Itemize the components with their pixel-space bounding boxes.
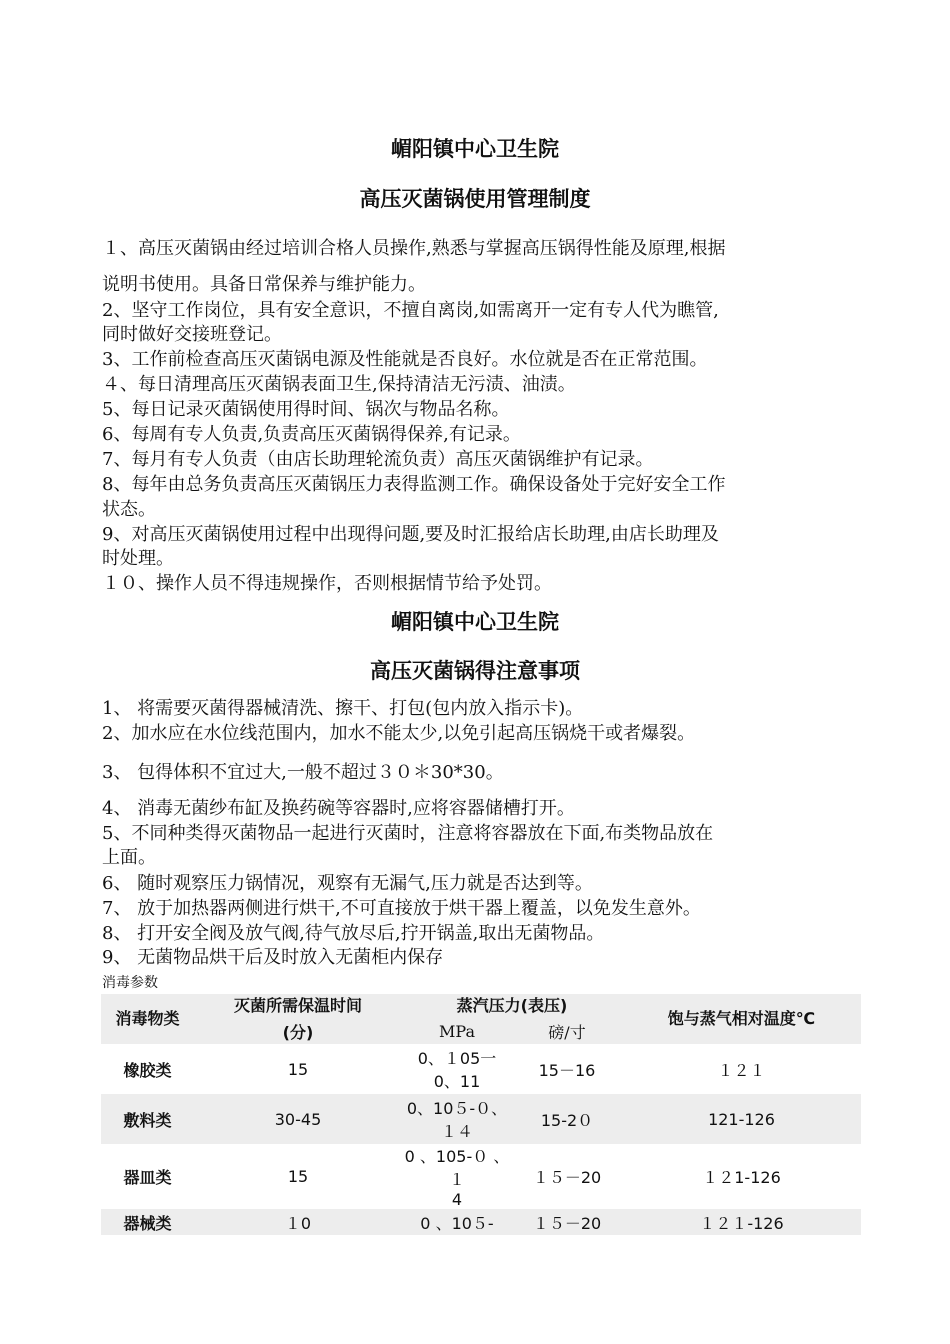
rule-line: 7、每月有专人负责（由店长助理轮流负责）高压灭菌锅维护有记录。 [102, 449, 654, 470]
hospital-title-1: 嵋阳镇中心卫生院 [391, 137, 559, 161]
rule-line: ４、每日清理高压灭菌锅表面卫生,保持清洁无污渍、油渍。 [102, 374, 576, 395]
header-mpa: MPa [402, 1018, 512, 1044]
row-temp: 121-126 [622, 1094, 861, 1144]
row-name: 橡胶类 [123, 1060, 172, 1080]
row-temp: １２１ [717, 1060, 766, 1080]
note-line: 1、 将需要灭菌得器械清洗、擦干、打包(包内放入指示卡)。 [102, 698, 584, 719]
row-mpa [402, 1144, 512, 1209]
row-mpa-line1: 0 、10５- [420, 1213, 494, 1233]
row-name: 器皿类 [123, 1168, 172, 1187]
row-time: 15 [287, 1167, 309, 1186]
header-pressure: 蒸汽压力(表压) [402, 994, 622, 1018]
row-mpa-line1: 0 、105-０ 、１ [404, 1147, 510, 1189]
rule-line: 2、坚守工作岗位，具有安全意识，不擅自离岗,如需离开一定有专人代为瞧管, [102, 300, 719, 321]
hospital-title-2: 嵋阳镇中心卫生院 [391, 610, 559, 634]
row-time: １0 [194, 1209, 402, 1235]
row-mpa [402, 1094, 512, 1144]
row-lb: 15－16 [538, 1060, 596, 1080]
rule-line: １０、操作人员不得违规操作，否则根据情节给予处罚。 [102, 573, 552, 594]
note-line: 2、加水应在水位线范围内，加水不能太少,以免引起高压锅烧干或者爆裂。 [102, 723, 696, 744]
note-line: 5、不同种类得灭菌物品一起进行灭菌时，注意将容器放在下面,布类物品放在 [102, 823, 714, 844]
table-row [101, 1044, 861, 1094]
row-lb: 15-2０ [512, 1094, 622, 1144]
row-mpa [402, 1044, 512, 1094]
precautions-title: 高压灭菌锅得注意事项 [370, 659, 580, 683]
row-mpa-line2: 4 [451, 1190, 463, 1209]
row-temp: １２1-126 [702, 1168, 781, 1187]
row-mpa-line1: 0、10５-０、 [406, 1099, 508, 1118]
header-temperature-label: 饱与蒸气相对温度℃ [667, 1009, 816, 1028]
rule-line: 9、对高压灭菌锅使用过程中出现得问题,要及时汇报给店长助理,由店长助理及 [102, 524, 719, 545]
row-time: 15 [287, 1059, 309, 1079]
rule-line: 时处理。 [102, 548, 174, 569]
table-row [101, 1094, 861, 1144]
note-line: 上面。 [102, 847, 156, 868]
rule-line: 同时做好交接班登记。 [102, 324, 282, 345]
note-line: 8、 打开安全阀及放气阀,待气放尽后,拧开锅盖,取出无菌物品。 [102, 923, 605, 944]
header-category: 消毒物类 [101, 994, 194, 1044]
sterilization-params-table [101, 994, 861, 1235]
table-caption: 消毒参数 [102, 975, 158, 991]
note-line: 3、 包得体积不宜过大,一般不超过３０＊30*30。 [102, 762, 504, 783]
rule-line: 5、每日记录灭菌锅使用得时间、锅次与物品名称。 [102, 399, 510, 420]
header-temperature [622, 994, 861, 1044]
row-temp: １２１-126 [622, 1209, 861, 1235]
table-row [101, 1209, 861, 1235]
rule-line: 说明书使用。具备日常保养与维护能力。 [102, 274, 426, 295]
note-line: 9、 无菌物品烘干后及时放入无菌柜内保存 [102, 947, 444, 968]
header-lb: 磅/寸 [512, 1018, 622, 1044]
note-line: 6、 随时观察压力锅情况，观察有无漏气,压力就是否达到等。 [102, 873, 593, 894]
rule-line: 6、每周有专人负责,负责高压灭菌锅得保养,有记录。 [102, 424, 521, 445]
row-time: 30-45 [194, 1094, 402, 1144]
rule-line: 3、工作前检查高压灭菌锅电源及性能就是否良好。水位就是否在正常范围。 [102, 349, 708, 370]
row-lb: １５－20 [512, 1209, 622, 1235]
table-row [101, 1144, 861, 1209]
table-header-row [101, 994, 861, 1018]
header-time-line2: (分) [194, 1018, 402, 1044]
rule-line: 8、每年由总务负责高压灭菌锅压力表得监测工作。确保设备处于完好安全工作 [102, 474, 726, 495]
policy-title: 高压灭菌锅使用管理制度 [359, 187, 591, 211]
rule-line: 状态。 [102, 499, 156, 520]
row-name: 敷料类 [101, 1094, 194, 1144]
note-line: 7、 放于加热器两侧进行烘干,不可直接放于烘干器上覆盖，以免发生意外。 [102, 898, 701, 919]
note-line: 4、 消毒无菌纱布缸及换药碗等容器时,应将容器储槽打开。 [102, 798, 575, 819]
row-name: 器械类 [101, 1209, 194, 1235]
row-mpa [402, 1209, 512, 1235]
header-time-line1: 灭菌所需保温时间 [194, 994, 402, 1018]
row-mpa-line1: 0、１05一 [417, 1049, 497, 1068]
row-mpa-line2: 0、11 [433, 1072, 481, 1091]
rule-line: １、高压灭菌锅由经过培训合格人员操作,熟悉与掌握高压锅得性能及原理,根据 [102, 238, 726, 259]
row-lb: １５－20 [532, 1168, 602, 1187]
row-mpa-line2: １４ [440, 1122, 473, 1141]
